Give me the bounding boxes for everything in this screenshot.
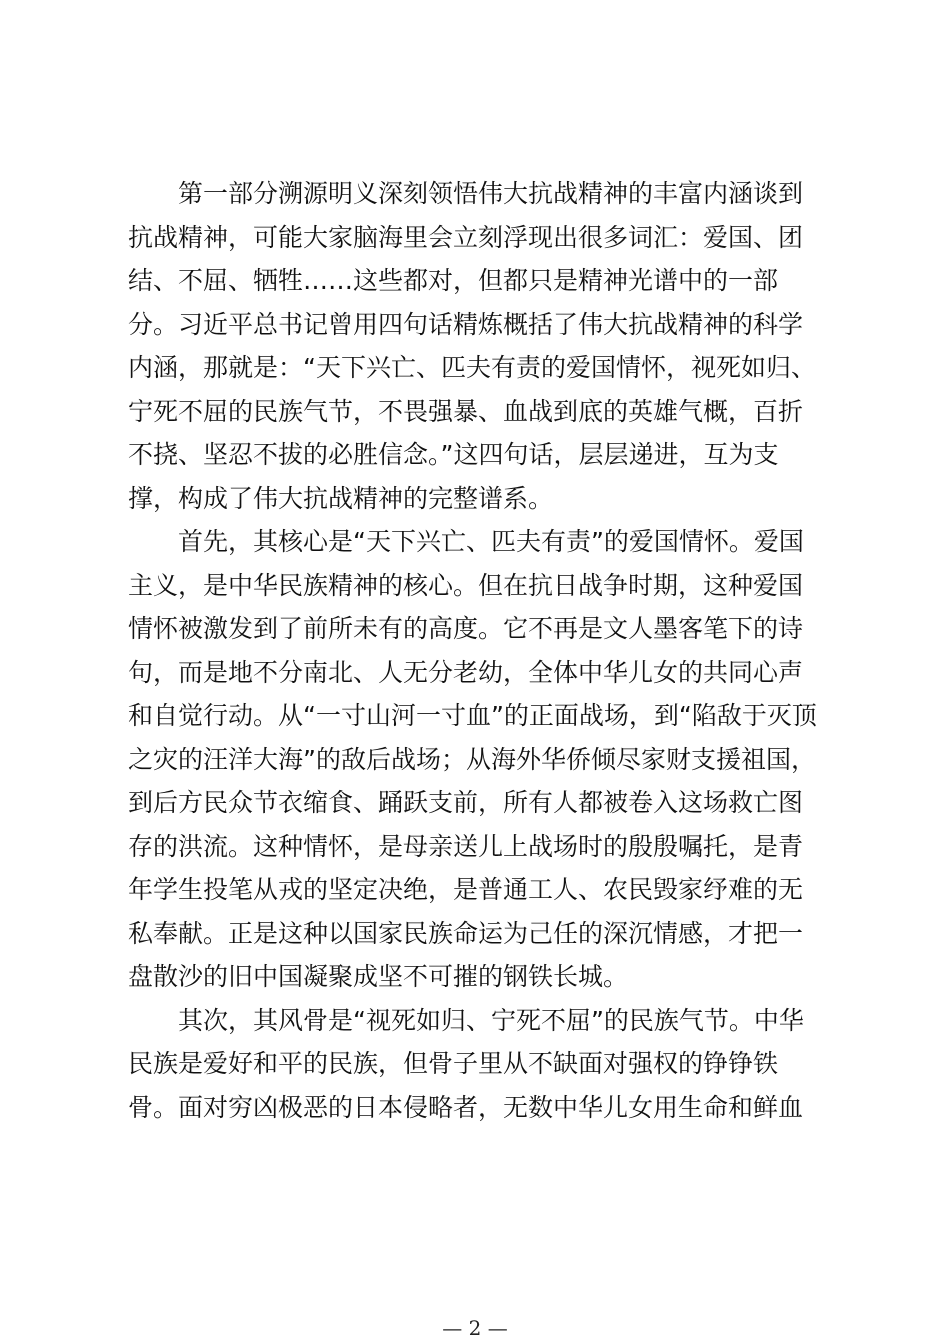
text-line: 分。习近平总书记曾用四句话精炼概括了伟大抗战精神的科学 <box>128 309 804 339</box>
text-line: 句，而是地不分南北、人无分老幼，全体中华儿女的共同心声 <box>128 657 804 687</box>
text-line: 民族是爱好和平的民族，但骨子里从不缺面对强权的铮铮铁 <box>128 1049 779 1078</box>
text-line: 第一部分溯源明义深刻领悟伟大抗战精神的丰富内涵谈到 <box>178 179 804 208</box>
text-line: 和自觉行动。从“一寸山河一寸血”的正面战场，到“陷敌于灭顶 <box>128 701 817 730</box>
text-line: 到后方民众节衣缩食、踊跃支前，所有人都被卷入这场救亡图 <box>128 788 804 817</box>
text-line: 年学生投笔从戎的坚定决绝，是普通工人、农民毁家纾难的无 <box>128 875 804 904</box>
text-line: 其次，其风骨是“视死如归、宁死不屈”的民族气节。中华 <box>178 1005 804 1035</box>
text-line: 结、不屈、牺牲……这些都对，但都只是精神光谱中的一部 <box>128 266 779 295</box>
text-line: 存的洪流。这种情怀，是母亲送儿上战场时的殷殷嘱托，是青 <box>128 831 804 861</box>
text-line: 骨。面对穷凶极恶的日本侵略者，无数中华儿女用生命和鲜血 <box>128 1092 804 1122</box>
text-line: 主义，是中华民族精神的核心。但在抗日战争时期，这种爱国 <box>128 570 804 600</box>
text-line: 宁死不屈的民族气节，不畏强暴、血战到底的英雄气概，百折 <box>128 396 804 426</box>
text-line: 盘散沙的旧中国凝聚成坚不可摧的钢铁长城。 <box>128 962 629 991</box>
text-line: 撑，构成了伟大抗战精神的完整谱系。 <box>128 483 554 513</box>
text-line: 抗战精神，可能大家脑海里会立刻浮现出很多词汇：爱国、团 <box>128 222 804 252</box>
text-line: 私奉献。正是这种以国家民族命运为己任的深沉情感，才把一 <box>128 918 804 948</box>
text-line: 不挠、坚忍不拔的必胜信念。”这四句话，层层递进，互为支 <box>128 440 779 469</box>
text-line: 首先，其核心是“天下兴亡、匹夫有责”的爱国情怀。爱国 <box>178 527 804 556</box>
page-number: — 2 — <box>442 1316 508 1340</box>
text-line: 情怀被激发到了前所未有的高度。它不再是文人墨客笔下的诗 <box>128 614 804 643</box>
text-line: 内涵，那就是：“天下兴亡、匹夫有责的爱国情怀，视死如归、 <box>128 353 816 382</box>
body-text <box>128 172 828 1129</box>
text-line: 之灾的汪洋大海”的敌后战场；从海外华侨倾尽家财支援祖国， <box>128 744 816 774</box>
